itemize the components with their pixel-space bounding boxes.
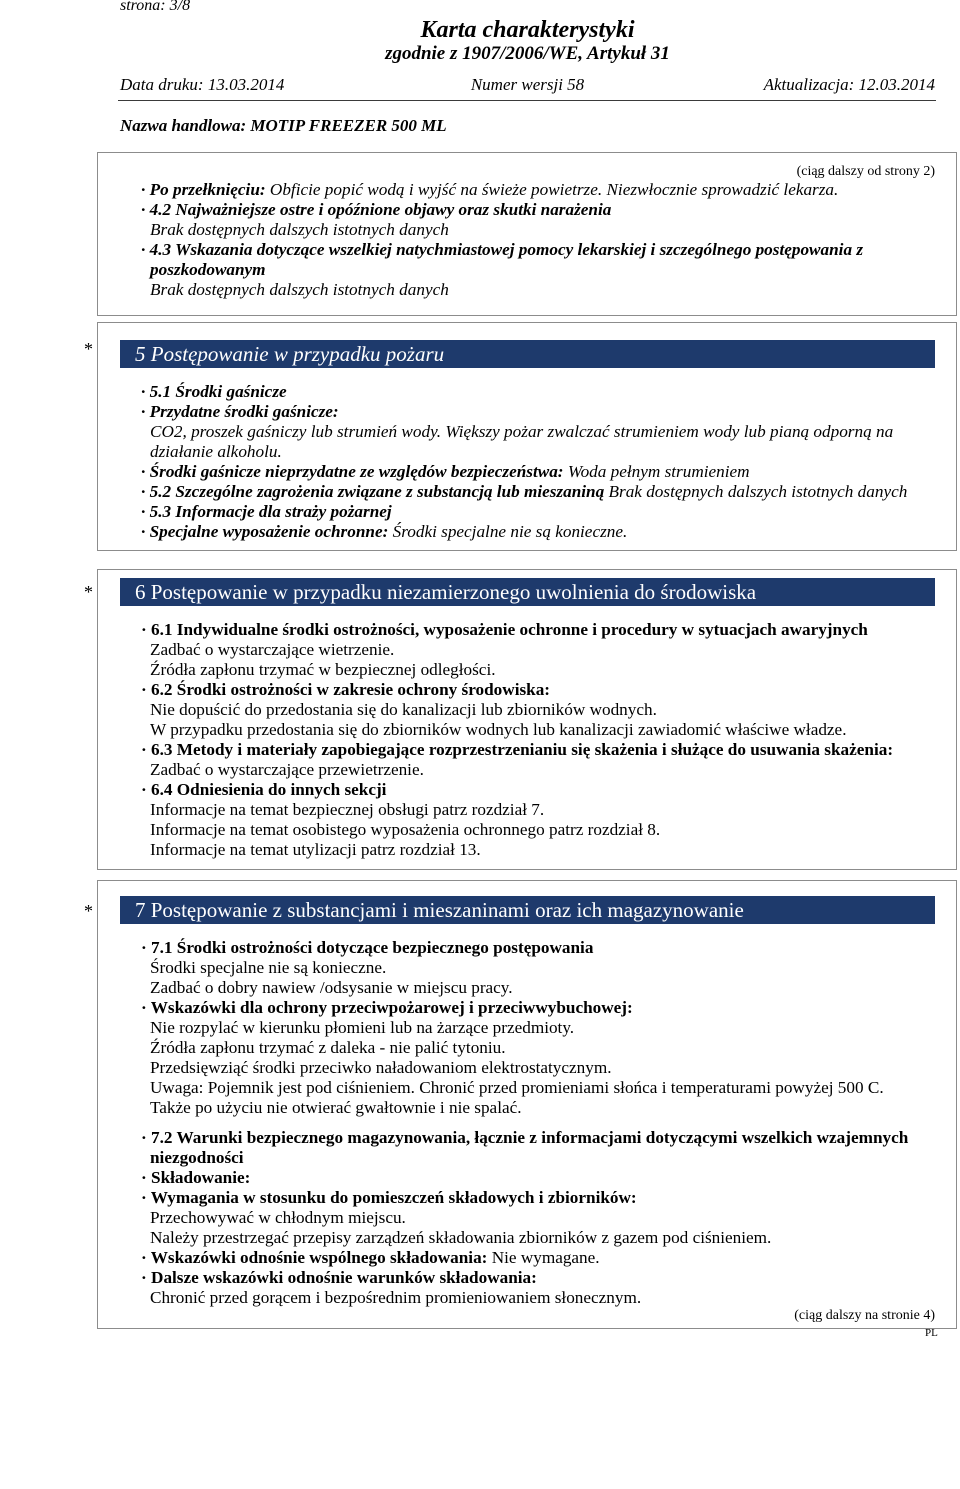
- field-label: · 6.1 Indywidualne środki ostrożności, wyposażenie ochronne i procedury w sytuacjach awaryjnych: [141, 620, 868, 639]
- section-4-lines: [141, 180, 864, 300]
- field-value: działanie alkoholu.: [150, 442, 282, 461]
- page-number: strona: 3/8: [120, 0, 191, 14]
- trade-name: Nazwa handlowa: MOTIP FREEZER 500 ML: [120, 116, 447, 135]
- field-label: · Przydatne środki gaśnicze:: [141, 402, 339, 421]
- language-code: PL: [925, 1327, 938, 1339]
- after-swallowing-line: [141, 180, 863, 200]
- field-label: · Specjalne wyposażenie ochronne:: [141, 522, 389, 541]
- field-label: · Wskazówki odnośnie wspólnego składowania:: [141, 1248, 488, 1267]
- field-label: · Po przełknięciu:: [141, 180, 266, 199]
- subsection-6-4-heading: [141, 780, 893, 800]
- section-5-heading: 5 Postępowanie w przypadku pożaru: [120, 340, 935, 368]
- storage-rooms-text-2: [150, 1228, 908, 1248]
- subsection-5-1-heading: [141, 382, 907, 402]
- field-value: Woda pełnym strumieniem: [567, 462, 750, 481]
- subsection-5-3-heading: [141, 502, 907, 522]
- update-date: Aktualizacja: 12.03.2014: [763, 75, 935, 94]
- subsection-7-2-heading-cont: [150, 1148, 908, 1168]
- section-6-box: [84, 569, 957, 870]
- field-label: · 7.2 Warunki bezpiecznego magazynowania, łącznie z informacjami dotyczącymi wszelkich wzajemnych: [141, 1128, 909, 1147]
- subsection-4-3-heading: [141, 240, 863, 260]
- field-value: Źródła zapłonu trzymać w bezpiecznej odległości.: [150, 660, 496, 679]
- field-value: Zadbać o wystarczające przewietrzenie.: [150, 760, 424, 779]
- field-label: · 4.2 Najważniejsze ostre i opóźnione objawy oraz skutki narażenia: [141, 200, 612, 219]
- field-label: · Dalsze wskazówki odnośnie warunków składowania:: [141, 1268, 537, 1287]
- subsection-6-4-text-3: [150, 840, 893, 860]
- storage-rooms-text-1: [150, 1208, 908, 1228]
- header-divider: [118, 100, 936, 101]
- subsection-6-3-text: [150, 760, 893, 780]
- field-value: Zadbać o wystarczające wietrzenie.: [150, 640, 395, 659]
- joint-storage-line: [141, 1248, 908, 1268]
- field-label: · 5.1 Środki gaśnicze: [141, 382, 287, 401]
- document-title: Karta charakterystyki: [420, 17, 635, 43]
- field-value: Także po użyciu nie otwierać gwałtownie i nie spalać.: [150, 1098, 522, 1117]
- fire-protection-text-4: [150, 1078, 908, 1098]
- document-meta-row: [120, 75, 935, 95]
- field-value: Informacje na temat utylizacji patrz rozdział 13.: [150, 840, 481, 859]
- field-label: · Składowanie:: [141, 1168, 251, 1187]
- section-4-continued-box: [97, 152, 957, 316]
- section-5-lines: [141, 382, 908, 542]
- fire-protection-heading: [141, 998, 908, 1018]
- fire-protection-text-2: [150, 1038, 908, 1058]
- field-value: Przechowywać w chłodnym miejscu.: [150, 1208, 406, 1227]
- suitable-media-text-cont: [150, 442, 907, 462]
- field-value: Zadbać o dobry nawiew /odsysanie w miejscu pracy.: [150, 978, 513, 997]
- change-marker: *: [84, 901, 93, 921]
- subsection-4-2-text: [150, 220, 863, 240]
- fire-protection-text-3: [150, 1058, 908, 1078]
- field-label: · 5.3 Informacje dla straży pożarnej: [141, 502, 392, 521]
- field-value: Przedsięwziąć środki przeciwko naładowaniom elektrostatycznym.: [150, 1058, 612, 1077]
- section-5-box: [84, 322, 957, 551]
- field-label: · 6.4 Odniesienia do innych sekcji: [141, 780, 387, 799]
- subsection-7-1-text-1: [150, 958, 908, 978]
- subsection-4-2-heading: [141, 200, 863, 220]
- field-label: poszkodowanym: [150, 260, 266, 279]
- field-label: · 5.2 Szczególne zagrożenia związane z substancją lub mieszaniną: [141, 482, 605, 501]
- field-value: Obficie popić wodą i wyjść na świeże powietrze. Niezwłocznie sprowadzić lekarza.: [269, 180, 839, 199]
- field-value: Nie wymagane.: [491, 1248, 600, 1267]
- field-value: Środki specjalne nie są konieczne.: [392, 522, 628, 541]
- section-7-heading: 7 Postępowanie z substancjami i mieszaninami oraz ich magazynowanie: [120, 896, 935, 924]
- subsection-6-2-text-2: [150, 720, 893, 740]
- section-6-lines: [141, 620, 894, 860]
- field-value: Brak dostępnych dalszych istotnych danych: [150, 280, 449, 299]
- unsuitable-media-line: [141, 462, 907, 482]
- suitable-media-text: [150, 422, 907, 442]
- continued-to-note: (ciąg dalszy na stronie 4): [794, 1308, 935, 1323]
- field-value: Nie rozpylać w kierunku płomieni lub na żarzące przedmioty.: [150, 1018, 575, 1037]
- subsection-4-3-heading-cont: [150, 260, 863, 280]
- field-value: Informacje na temat bezpiecznej obsługi patrz rozdział 7.: [150, 800, 545, 819]
- fire-protection-text-1: [150, 1018, 908, 1038]
- change-marker: *: [84, 339, 93, 359]
- section-6-heading: 6 Postępowanie w przypadku niezamierzonego uwolnienia do środowiska: [120, 578, 935, 606]
- section-7-lines: [141, 938, 909, 1308]
- print-date: Data druku: 13.03.2014: [120, 75, 285, 94]
- subsection-7-1-text-2: [150, 978, 908, 998]
- version-number: Numer wersji 58: [470, 75, 585, 94]
- subsection-6-4-text-2: [150, 820, 893, 840]
- subsection-6-4-text-1: [150, 800, 893, 820]
- further-storage-text: [150, 1288, 908, 1308]
- paragraph-gap: [150, 1118, 908, 1128]
- field-label: · Środki gaśnicze nieprzydatne ze względów bezpieczeństwa:: [141, 462, 564, 481]
- field-label: · Wskazówki dla ochrony przeciwpożarowej i przeciwwybuchowej:: [141, 998, 633, 1017]
- subsection-7-2-heading: [141, 1128, 908, 1148]
- field-label: · Wymagania w stosunku do pomieszczeń składowych i zbiorników:: [141, 1188, 637, 1207]
- field-label: · 6.3 Metody i materiały zapobiegające rozprzestrzenianiu się skażenia i służące do usuwania skażenia:: [141, 740, 894, 759]
- subsection-6-3-heading: [141, 740, 893, 760]
- field-label: niezgodności: [150, 1148, 244, 1167]
- fire-protection-text-5: [150, 1098, 908, 1118]
- suitable-media-heading: [141, 402, 907, 422]
- field-value: Należy przestrzegać przepisy zarządzeń składowania zbiorników z gazem pod ciśnieniem.: [150, 1228, 772, 1247]
- subsection-6-1-text-2: [150, 660, 893, 680]
- storage-heading: [141, 1168, 908, 1188]
- field-label: · 6.2 Środki ostrożności w zakresie ochrony środowiska:: [141, 680, 551, 699]
- field-value: W przypadku przedostania się do zbiorników wodnych lub kanalizacji zawiadomić właściwe władze.: [150, 720, 847, 739]
- field-value: Brak dostępnych dalszych istotnych danych: [150, 220, 449, 239]
- field-value: Nie dopuścić do przedostania się do kanalizacji lub zbiorników wodnych.: [150, 700, 657, 719]
- field-value: Brak dostępnych dalszych istotnych danych: [608, 482, 908, 501]
- field-value: Uwaga: Pojemnik jest pod ciśnieniem. Chronić przed promieniami słońca i temperaturami powyżej 500 C.: [150, 1078, 884, 1097]
- subsection-6-2-text-1: [150, 700, 893, 720]
- field-label: · 4.3 Wskazania dotyczące wszelkiej natychmiastowej pomocy lekarskiej i szczególnego postępowania z: [141, 240, 864, 259]
- subsection-6-1-text-1: [150, 640, 893, 660]
- further-storage-heading: [141, 1268, 908, 1288]
- document-subtitle: zgodnie z 1907/2006/WE, Artykuł 31: [385, 43, 670, 64]
- field-value: Środki specjalne nie są konieczne.: [150, 958, 387, 977]
- subsection-7-1-heading: [141, 938, 908, 958]
- protective-equipment-line: [141, 522, 907, 542]
- section-7-box: [84, 880, 957, 1329]
- field-value: Informacje na temat osobistego wyposażenia ochronnego patrz rozdział 8.: [150, 820, 661, 839]
- change-marker: *: [84, 582, 93, 602]
- subsection-6-1-heading: [141, 620, 893, 640]
- field-label: · 7.1 Środki ostrożności dotyczące bezpiecznego postępowania: [141, 938, 594, 957]
- storage-rooms-heading: [141, 1188, 908, 1208]
- field-value: CO2, proszek gaśniczy lub strumień wody. Większy pożar zwalczać strumieniem wody lub pianą odporną na: [150, 422, 894, 441]
- subsection-5-2-line: [141, 482, 907, 502]
- continued-from-note: (ciąg dalszy od strony 2): [796, 164, 935, 179]
- field-value: Chronić przed gorącem i bezpośrednim promieniowaniem słonecznym.: [150, 1288, 642, 1307]
- subsection-6-2-heading: [141, 680, 893, 700]
- field-value: Źródła zapłonu trzymać z daleka - nie palić tytoniu.: [150, 1038, 506, 1057]
- subsection-4-3-text: [150, 280, 863, 300]
